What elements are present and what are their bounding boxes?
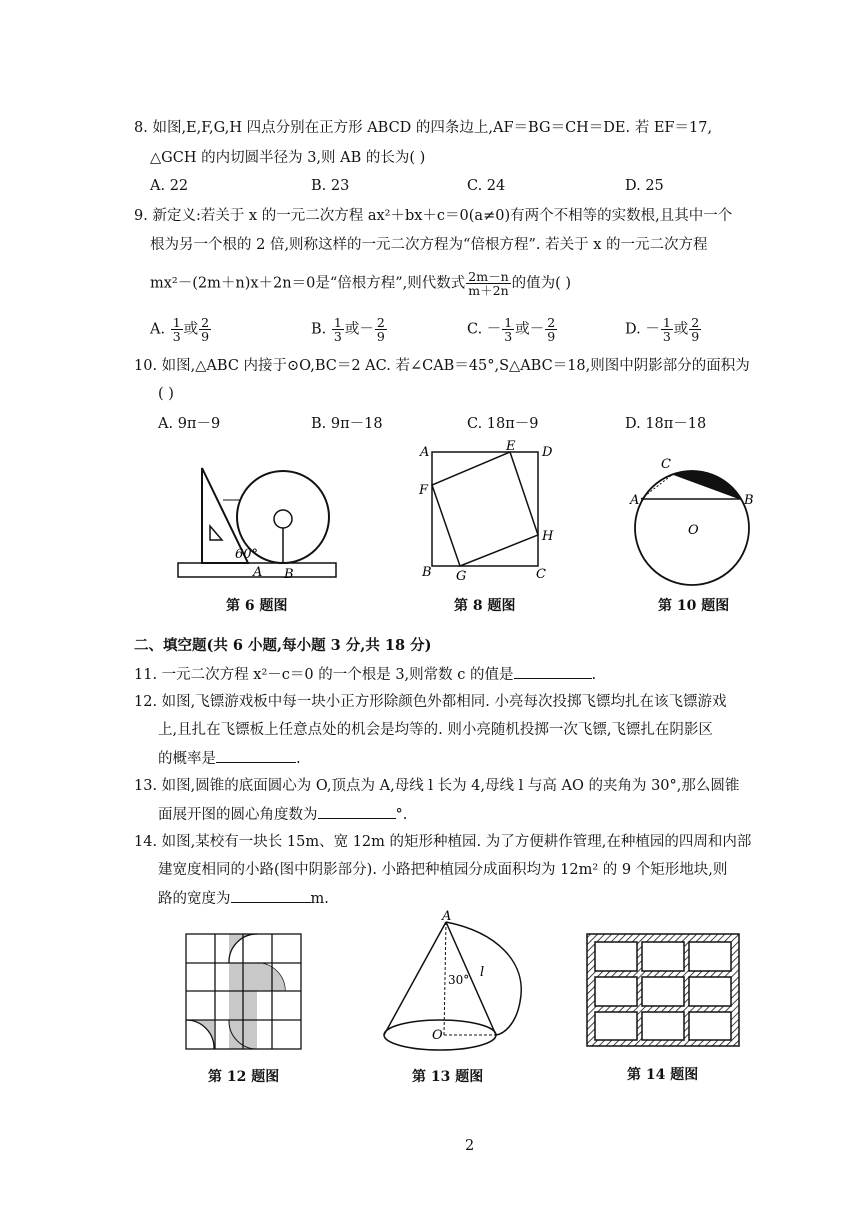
q9-d-f2n: 2 (691, 315, 700, 330)
q14-line3-pre: 路的宽度为 (158, 891, 231, 907)
q10-option-d: D. 18π－18 (625, 416, 707, 432)
fig8-label-d: D (542, 445, 553, 460)
q12-line3-pre: 的概率是 (158, 751, 216, 767)
q12-line1: 12. 如图,飞镖游戏板中每一块小正方形除颜色外都相同. 小亮每次投掷飞镖均扎在该飞镖游戏 (134, 694, 727, 710)
fig8-label-b: B (422, 565, 432, 580)
fig8-label-g: G (456, 569, 467, 584)
fig13-caption: 第 13 题图 (412, 1069, 484, 1085)
q13-line1: 13. 如图,圆锥的底面圆心为 O,顶点为 A,母线 l 长为 4,母线 l 与高 AO 的夹角为 30°,那么圆锥 (134, 778, 740, 794)
q9-line2: 根为另一个根的 2 倍,则称这样的一元二次方程为“倍根方程”. 若关于 x 的一元二次方程 (150, 237, 708, 253)
q13-answer-blank[interactable] (318, 804, 396, 819)
fig12-shaded-quarter-1 (257, 963, 285, 991)
q10-option-c: C. 18π－9 (467, 416, 539, 432)
q8-option-b: B. 23 (311, 178, 350, 194)
fig14-caption: 第 14 题图 (627, 1067, 699, 1083)
q9-fraction (466, 270, 510, 297)
q8-option-c: C. 24 (467, 178, 506, 194)
q9-frac-den: m＋2n (468, 283, 509, 298)
fig6-label-b: B (284, 567, 294, 582)
q9-b-label: B. (311, 321, 331, 338)
fig8-label-e: E (506, 439, 516, 454)
q9-option-a (150, 316, 212, 343)
fig13-left-slant (384, 922, 446, 1035)
q11-post: . (591, 667, 597, 683)
q11-answer-blank[interactable] (514, 664, 592, 679)
q9-a-label: A. (150, 321, 170, 338)
q8-line1: 8. 如图,E,F,G,H 四点分别在正方形 ABCD 的四条边上,AF＝BG＝CH＝DE. 若 EF＝17, (134, 120, 713, 136)
q9-frac-num: 2m－n (468, 269, 509, 284)
q9-c-f2n: 2 (547, 315, 556, 330)
q10-line2: ( ) (158, 386, 174, 402)
q10-option-b: B. 9π－18 (311, 416, 383, 432)
q14-line3 (158, 888, 329, 909)
q10-line1: 10. 如图,△ABC 内接于⊙O,BC＝2 AC. 若∠CAB＝45°,S△ABC＝18,则图中阴影部分的面积为 (134, 358, 750, 374)
fig10-caption: 第 10 题图 (658, 598, 730, 614)
q9-b-mid: 或－ (344, 321, 374, 338)
q9-d-label: D. － (625, 321, 660, 338)
fig10-label-a: A (630, 493, 640, 508)
q9-c-label: C. － (467, 321, 502, 338)
q14-line1: 14. 如图,某校有一块长 15m、宽 12m 的矩形种植园. 为了方便耕作管理,在种植园的四周和内部 (134, 834, 752, 850)
fig8-caption: 第 8 题图 (454, 598, 516, 614)
q12-answer-blank[interactable] (216, 748, 296, 763)
q13-line2-post: °. (395, 807, 408, 823)
q9-b-f1n: 1 (333, 315, 342, 330)
q9-d-f2d: 9 (691, 329, 700, 344)
figure-14 (585, 932, 745, 1052)
section2-title: 二、填空题(共 6 小题,每小题 3 分,共 18 分) (134, 637, 432, 654)
q12-line2: 上,且扎在飞镖板上任意点处的机会是均等的. 则小亮随机投掷一次飞镖,飞镖扎在阴影区 (158, 722, 713, 738)
q9-a-f2d: 9 (201, 329, 210, 344)
fig13-label-l: l (480, 965, 485, 980)
q9-c-f1d: 3 (504, 329, 513, 344)
q9-a-f1d: 3 (172, 329, 181, 344)
q14-line3-post: m. (310, 891, 329, 907)
q9-d-f1d: 3 (662, 329, 671, 344)
q9-d-f1n: 1 (662, 315, 671, 330)
fig6-label-a: A (253, 565, 263, 580)
fig13-height-ao (444, 922, 446, 1035)
q9-a-f1n: 1 (172, 315, 181, 330)
q12-line3-post: . (296, 751, 301, 767)
fig8-square-abcd (432, 452, 538, 566)
fig8-label-c: C (536, 567, 546, 582)
fig10-label-o: O (688, 523, 699, 538)
fig13-label-a: A (442, 909, 452, 924)
figure-12 (186, 934, 306, 1054)
figure-13 (378, 909, 528, 1060)
fig6-ruler-hole (210, 526, 222, 540)
fig8-label-h: H (542, 529, 554, 544)
q14-line2: 建宽度相同的小路(图中阴影部分). 小路把种植园分成面积均为 12m² 的 9 个矩形地块,则 (158, 862, 728, 878)
q9-c-mid: 或－ (515, 321, 545, 338)
q9-a-mid: 或 (183, 321, 199, 338)
q13-line2-pre: 面展开图的圆心角度数为 (158, 807, 318, 823)
q9-b-f2n: 2 (376, 315, 385, 330)
figure-10 (625, 448, 765, 588)
q9-b-f2d: 9 (376, 329, 385, 344)
fig6-caption: 第 6 题图 (226, 598, 288, 614)
fig8-label-a: A (420, 445, 430, 460)
q9-a-f2n: 2 (201, 315, 210, 330)
page-number: 2 (465, 1138, 475, 1154)
q14-answer-blank[interactable] (231, 888, 311, 903)
fig8-square-efgh (432, 452, 538, 566)
fig14-plots (595, 942, 731, 1040)
q8-option-d: D. 25 (625, 178, 664, 194)
q9-c-f1n: 1 (504, 315, 513, 330)
q11-text: 11. 一元二次方程 x²－c＝0 的一个根是 3,则常数 c 的值是 (134, 667, 514, 683)
q12-line3 (158, 748, 301, 769)
q9-option-c (467, 316, 558, 343)
q9-line1: 9. 新定义:若关于 x 的一元二次方程 ax²＋bx＋c＝0(a≠0)有两个不相等的实数根,且其中一个 (134, 208, 733, 224)
fig13-angle-label: 30° (448, 973, 470, 987)
q9-option-d (625, 316, 702, 343)
q9-line3-pre: mx²－(2m＋n)x＋2n＝0是“倍根方程”,则代数式 (150, 275, 466, 292)
q9-line3-post: 的值为( ) (511, 275, 572, 292)
q9-c-f2d: 9 (547, 329, 556, 344)
fig6-center-hole (274, 510, 292, 528)
q9-b-f1d: 3 (333, 329, 342, 344)
fig8-label-f: F (419, 483, 429, 498)
fig6-angle-label: 60° (235, 547, 259, 562)
q9-line3 (150, 270, 571, 297)
fig10-label-b: B (744, 493, 754, 508)
q9-d-mid: 或 (673, 321, 689, 338)
figure-8 (412, 440, 562, 585)
fig13-label-o: O (432, 1028, 443, 1043)
figure-6 (170, 458, 350, 583)
fig10-label-c: C (661, 457, 671, 472)
q8-line2: △GCH 的内切圆半径为 3,则 AB 的长为( ) (150, 150, 426, 166)
q13-line2 (158, 804, 407, 825)
q9-option-b (311, 316, 388, 343)
q8-option-a: A. 22 (150, 178, 189, 194)
q11-line (134, 664, 596, 685)
fig12-caption: 第 12 题图 (208, 1069, 280, 1085)
q10-option-a: A. 9π－9 (158, 416, 221, 432)
